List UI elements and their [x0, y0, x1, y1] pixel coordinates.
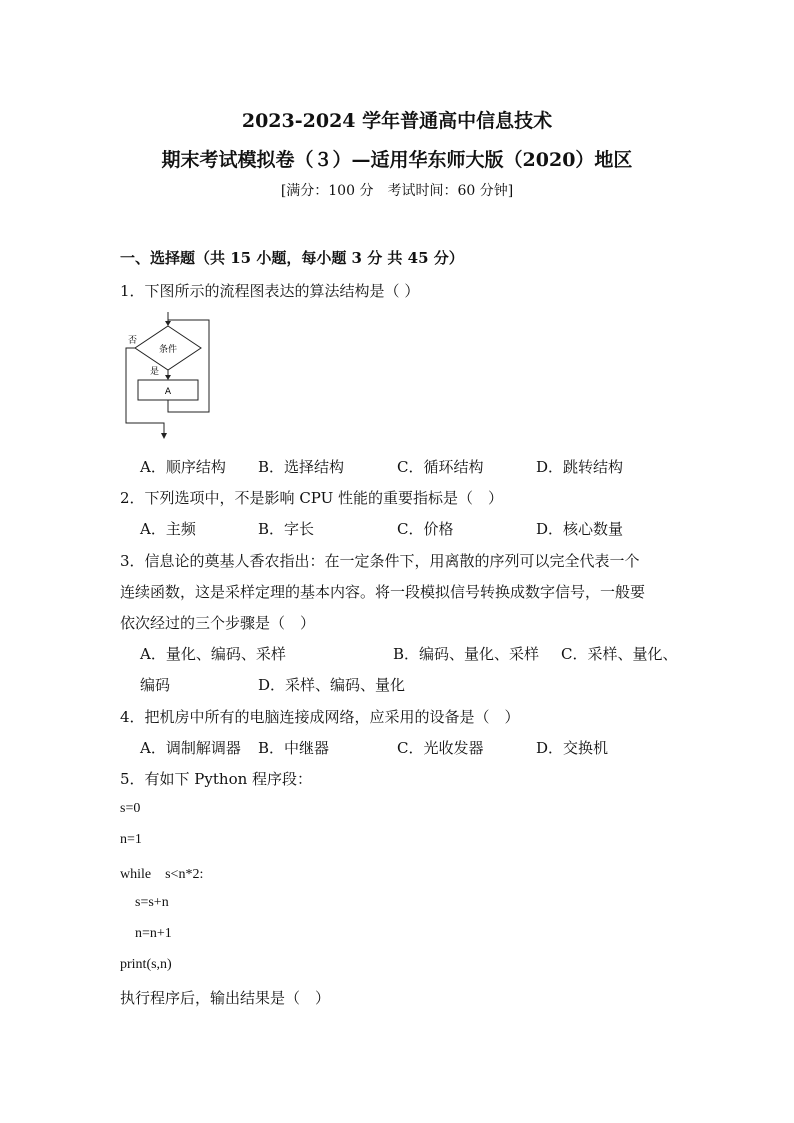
question-4-option-b[interactable]: B．中继器 — [258, 739, 330, 757]
code-line-3: while s<n*2: — [120, 867, 204, 882]
question-4-option-c[interactable]: C．光收发器 — [397, 739, 484, 757]
question-2-option-c[interactable]: C．价格 — [397, 520, 454, 538]
condition-label: 条件 — [158, 345, 178, 355]
question-3-stem-line3: 依次经过的三个步骤是（ ） — [120, 614, 316, 632]
exam-title-line2: 期末考试模拟卷（３）—适用华东师大版（2020）地区 — [161, 149, 633, 171]
question-2-option-a[interactable]: A．主频 — [140, 520, 196, 538]
code-line-5: n=n+1 — [135, 926, 172, 941]
exam-score-time-info: [满分：100 分 考试时间：60 分钟] — [280, 183, 514, 199]
question-5-stem: 5．有如下 Python 程序段： — [120, 770, 313, 788]
question-3-option-a[interactable]: A．量化、编码、采样 — [140, 645, 286, 663]
question-1-stem: 1．下图所示的流程图表达的算法结构是（ ） — [120, 282, 420, 300]
question-3-stem-line2: 连续函数，这是采样定理的基本内容。将一段模拟信号转换成数字信号，一般要 — [120, 583, 646, 601]
question-3-option-c[interactable]: C．采样、量化、 — [561, 645, 678, 663]
question-5-prompt: 执行程序后，输出结果是（ ） — [120, 989, 331, 1007]
process-box-label: A — [164, 387, 172, 397]
question-4-stem: 4．把机房中所有的电脑连接成网络，应采用的设备是（ ） — [120, 708, 520, 726]
no-label: 否 — [128, 336, 138, 346]
question-2-stem: 2．下列选项中，不是影响 CPU 性能的重要指标是（ ） — [120, 489, 504, 507]
question-1-option-d[interactable]: D．跳转结构 — [536, 458, 624, 476]
section-heading: 一、选择题（共 15 小题，每小题 3 分 共 45 分） — [120, 249, 464, 267]
question-1-option-c[interactable]: C．循环结构 — [397, 458, 484, 476]
question-4-option-a[interactable]: A．调制解调器 — [140, 739, 241, 757]
question-3-stem-line1: 3．信息论的奠基人香农指出：在一定条件下，用离散的序列可以完全代表一个 — [120, 552, 640, 570]
question-3-option-c-continued[interactable]: 编码 — [140, 676, 171, 694]
loop-flowchart — [118, 312, 218, 442]
question-4-option-d[interactable]: D．交换机 — [536, 739, 609, 757]
question-1-option-b[interactable]: B．选择结构 — [258, 458, 345, 476]
code-line-1: s=0 — [120, 801, 141, 816]
question-3-option-d[interactable]: D．采样、编码、量化 — [258, 676, 406, 694]
question-3-option-b[interactable]: B．编码、量化、采样 — [393, 645, 540, 663]
yes-label: 是 — [150, 367, 160, 377]
code-line-2: n=1 — [120, 832, 142, 847]
question-1-option-a[interactable]: A．顺序结构 — [140, 458, 226, 476]
code-line-4: s=s+n — [135, 895, 169, 910]
question-2-option-d[interactable]: D．核心数量 — [536, 520, 624, 538]
question-2-option-b[interactable]: B．字长 — [258, 520, 315, 538]
exam-title-line1: 2023-2024 学年普通高中信息技术 — [241, 110, 553, 132]
code-line-6: print(s,n) — [120, 957, 172, 972]
